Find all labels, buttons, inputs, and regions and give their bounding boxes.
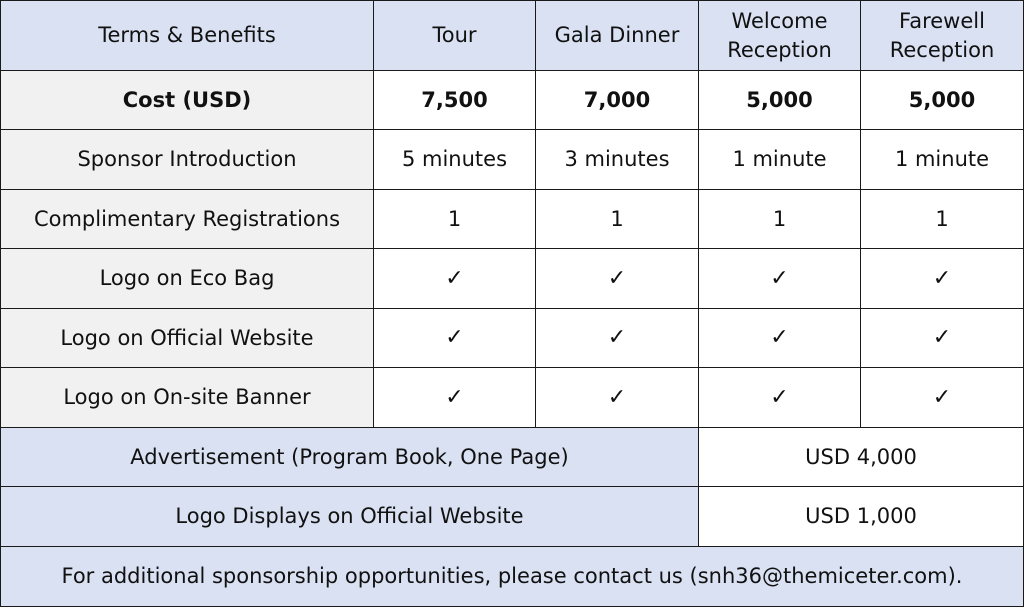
- header-farewell-reception: Farewell Reception: [861, 1, 1024, 71]
- table-row-sponsor-introduction: [1, 130, 1024, 190]
- check-icon: ✓: [374, 368, 536, 428]
- header-gala-dinner: Gala Dinner: [536, 1, 699, 71]
- check-icon: ✓: [861, 309, 1024, 368]
- footer-row: [1, 547, 1024, 607]
- check-icon: ✓: [699, 368, 861, 428]
- cell-value: 5 minutes: [374, 130, 536, 190]
- cost-farewell-reception: 5,000: [861, 71, 1024, 130]
- logo-displays-label: Logo Displays on Official Website: [1, 487, 699, 547]
- check-icon: ✓: [536, 249, 699, 309]
- cell-value: 1: [536, 190, 699, 249]
- row-label-cost: Cost (USD): [1, 71, 374, 130]
- cost-welcome-reception: 5,000: [699, 71, 861, 130]
- header-row: [1, 1, 1024, 71]
- cell-value: 1: [374, 190, 536, 249]
- header-welcome-reception: Welcome Reception: [699, 1, 861, 71]
- cost-gala-dinner: 7,000: [536, 71, 699, 130]
- cell-value: 3 minutes: [536, 130, 699, 190]
- header-tour: Tour: [374, 1, 536, 71]
- check-icon: ✓: [374, 309, 536, 368]
- cell-value: 1 minute: [861, 130, 1024, 190]
- check-icon: ✓: [861, 368, 1024, 428]
- header-terms-benefits: Terms & Benefits: [1, 1, 374, 71]
- check-icon: ✓: [536, 368, 699, 428]
- footer-contact-note: For additional sponsorship opportunities, please contact us (snh36@themiceter.com).: [1, 547, 1024, 607]
- cell-value: 1: [699, 190, 861, 249]
- row-label-logo-official-website: Logo on Official Website: [1, 309, 374, 368]
- check-icon: ✓: [699, 249, 861, 309]
- table-row-complimentary-registrations: [1, 190, 1024, 249]
- table-row-logo-onsite-banner: [1, 368, 1024, 428]
- row-label-logo-onsite-banner: Logo on On-site Banner: [1, 368, 374, 428]
- row-label-logo-eco-bag: Logo on Eco Bag: [1, 249, 374, 309]
- table-row-cost: [1, 71, 1024, 130]
- row-label-complimentary-registrations: Complimentary Registrations: [1, 190, 374, 249]
- check-icon: ✓: [699, 309, 861, 368]
- table-row-logo-official-website: [1, 309, 1024, 368]
- table-row-advertisement: [1, 428, 1024, 487]
- advertisement-label: Advertisement (Program Book, One Page): [1, 428, 699, 487]
- cell-value: 1: [861, 190, 1024, 249]
- table-row-logo-eco-bag: [1, 249, 1024, 309]
- check-icon: ✓: [861, 249, 1024, 309]
- table-row-logo-displays: [1, 487, 1024, 547]
- cell-value: 1 minute: [699, 130, 861, 190]
- logo-displays-price: USD 1,000: [699, 487, 1024, 547]
- row-label-sponsor-introduction: Sponsor Introduction: [1, 130, 374, 190]
- check-icon: ✓: [374, 249, 536, 309]
- cost-tour: 7,500: [374, 71, 536, 130]
- check-icon: ✓: [536, 309, 699, 368]
- advertisement-price: USD 4,000: [699, 428, 1024, 487]
